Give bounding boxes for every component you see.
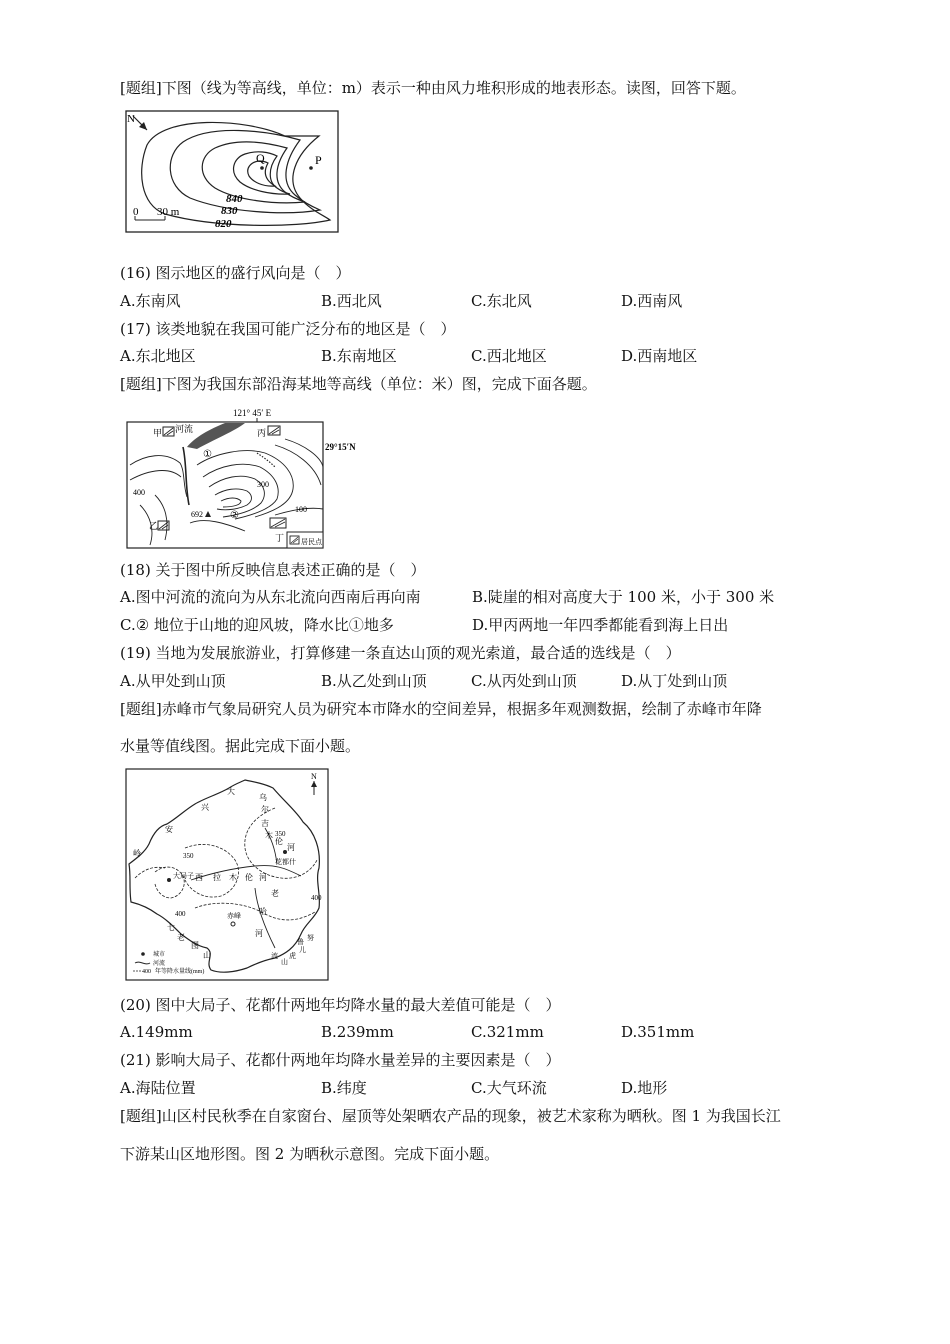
region-boundary [129, 780, 319, 972]
q21-stem: (21) 影响大局子、花都什两地年均降水量差异的主要因素是（ ） [120, 1051, 561, 1069]
contour-label-830: 830 [221, 205, 238, 217]
contour-label-100: 100 [295, 505, 307, 514]
q16-options [120, 291, 840, 311]
map-char-liu: 流 [271, 952, 278, 960]
place-ding: 丁 [275, 533, 285, 543]
map-char-nu: 努 [307, 934, 314, 942]
river-band [187, 423, 245, 449]
scale-30m: 30 m [157, 206, 180, 218]
city-huadushi: 花都什 [275, 858, 296, 866]
map-char-er: 尔 [261, 805, 269, 814]
north-arrow-icon [127, 113, 147, 130]
place-jia: 甲 [153, 428, 163, 438]
map-char-mu2: 木 [229, 873, 237, 882]
q17-option-b[interactable]: B.东南地区 [321, 347, 397, 365]
q21-option-b[interactable]: B.纬度 [321, 1079, 367, 1097]
q18-option-d[interactable]: D.甲丙两地一年四季都能看到海上日出 [472, 616, 729, 634]
legend-settlement-label: 居民点 [301, 538, 322, 546]
place-bing: 丙 [257, 428, 267, 438]
isoline-label-400-east: 400 [311, 894, 322, 902]
north-arrow-icon [311, 772, 317, 795]
contour-label-300: 300 [257, 480, 269, 489]
label-p: P [315, 153, 322, 167]
q19-stem: (19) 当地为发展旅游业，打算修建一条直达山顶的观光索道，最合适的选线是（ ） [120, 644, 681, 662]
isoline-label-350-west: 350 [183, 852, 194, 860]
q19-option-a[interactable]: A.从甲处到山顶 [120, 672, 226, 690]
map-char-ji: 吉 [261, 819, 269, 828]
map-char-la: 拉 [213, 873, 221, 882]
map-char-lun1: 伦 [275, 837, 283, 846]
q17-option-c[interactable]: C.西北地区 [471, 347, 547, 365]
q18-option-c[interactable]: C.② 地位于山地的迎风坡，降水比①地多 [120, 616, 394, 634]
q19-option-c[interactable]: C.从丙处到山顶 [471, 672, 577, 690]
map-char-shan2: 山 [281, 958, 288, 966]
q18-option-a[interactable]: A.图中河流的流向为从东北流向西南后再向南 [120, 588, 421, 606]
river-label: 河流 [175, 424, 194, 434]
q20-stem: (20) 图中大局子、花都什两地年均降水量的最大差值可能是（ ） [120, 996, 561, 1014]
isoline-label-350-east: 350 [275, 830, 286, 838]
point-p [309, 166, 313, 170]
place-2: ② [230, 510, 239, 521]
map-char-lun2: 伦 [245, 873, 253, 882]
q20-option-c[interactable]: C.321mm [471, 1023, 544, 1041]
q17-options [120, 346, 840, 366]
peak-elevation: 692 [191, 510, 203, 519]
map-char-he1: 河 [287, 843, 295, 852]
q16-stem: (16) 图示地区的盛行风向是（ ） [120, 264, 351, 282]
place-1: ① [203, 449, 212, 460]
contour-lines [130, 439, 323, 545]
map-char-lao2: 老 [177, 933, 185, 942]
cliff-line [257, 453, 275, 467]
contour-label-820: 820 [215, 218, 232, 230]
map-char-wu: 乌 [259, 793, 267, 802]
group4-intro-line1: [题组]山区村民秋季在自家窗台、屋顶等处架晒农产品的现象，被艺术家称为晒秋。图 1 为我国长江 [120, 1107, 781, 1125]
map-char-qi: 七 [167, 923, 175, 932]
map-char-ha: 哈 [259, 907, 267, 916]
q20-option-d[interactable]: D.351mm [621, 1023, 695, 1041]
q21-options [120, 1078, 840, 1098]
group4-intro-line2: 下游某山区地形图。图 2 为晒秋示意图。完成下面小题。 [120, 1145, 500, 1163]
legend-city-icon [141, 952, 145, 956]
q16-option-a[interactable]: A.东南风 [120, 292, 181, 310]
dune-contour-map [125, 110, 340, 234]
q17-option-a[interactable]: A.东北地区 [120, 347, 196, 365]
group2-intro: [题组]下图为我国东部沿海某地等高线（单位：米）图，完成下面各题。 [120, 375, 597, 393]
q19-option-d[interactable]: D.从丁处到山顶 [621, 672, 728, 690]
scale-bar [133, 206, 180, 220]
q16-option-d[interactable]: D.西南风 [621, 292, 683, 310]
contour-label-840: 840 [226, 193, 243, 205]
map-char-lao1: 老 [271, 889, 279, 898]
latitude-label: 29°15′N [325, 442, 356, 452]
city-dajuzi: 大局子 [173, 872, 194, 880]
city-chifeng-icon [231, 922, 235, 926]
contour-label-400: 400 [133, 488, 145, 497]
map-legend [133, 950, 204, 975]
group1-intro: [题组]下图（线为等高线，单位：m）表示一种由风力堆积形成的地表形态。读图，回答下题。 [120, 79, 746, 97]
group3-intro-line1: [题组]赤峰市气象局研究人员为研究本市降水的空间差异，根据多年观测数据，绘制了赤峰市年降 [120, 700, 762, 718]
map-char-er2: 儿 [299, 946, 306, 954]
map-char-xing: 兴 [201, 803, 209, 812]
map-char-ling: 岭 [133, 849, 141, 858]
city-huadushi-icon [283, 850, 287, 854]
q21-option-d[interactable]: D.地形 [621, 1079, 668, 1097]
legend-river-label: 河流 [153, 961, 166, 967]
map-char-lu: 鲁 [297, 938, 304, 946]
map-char-mu1: 木 [265, 831, 273, 840]
q20-option-a[interactable]: A.149mm [120, 1023, 193, 1041]
chifeng-precipitation-map [125, 768, 330, 982]
q20-options [120, 1022, 840, 1042]
q16-option-b[interactable]: B.西北风 [321, 292, 382, 310]
q17-option-d[interactable]: D.西南地区 [621, 347, 698, 365]
city-chifeng: 赤峰 [227, 912, 241, 920]
rivers [191, 828, 301, 948]
north-label: N [311, 772, 317, 781]
map-char-he2: 河 [259, 873, 267, 882]
label-q: Q [256, 151, 265, 165]
map-char-he3: 河 [255, 929, 263, 938]
q17-stem: (17) 该类地貌在我国可能广泛分布的地区是（ ） [120, 320, 456, 338]
map-char-tu: 图 [191, 941, 199, 950]
q18-stem: (18) 关于图中所反映信息表述正确的是（ ） [120, 561, 426, 579]
q19-options [120, 671, 840, 691]
q21-option-a[interactable]: A.海陆位置 [120, 1079, 196, 1097]
q18-option-b[interactable]: B.陡崖的相对高度大于 100 米，小于 300 米 [472, 588, 775, 606]
longitude-label: 121° 45′ E [233, 408, 272, 418]
map-char-an: 安 [165, 825, 173, 834]
city-dajuzi-icon [167, 878, 171, 882]
place-yi: 乙 [149, 521, 159, 531]
map-char-shan1: 山 [203, 951, 211, 960]
q21-option-c[interactable]: C.大气环流 [471, 1079, 547, 1097]
scale-zero: 0 [133, 206, 139, 218]
isoline-label-400-west: 400 [175, 910, 186, 918]
q18-options-row2 [120, 615, 840, 635]
group3-intro-line2: 水量等值线图。据此完成下面小题。 [120, 737, 361, 755]
coastal-contour-map [125, 405, 360, 550]
north-label: N [127, 113, 135, 125]
legend-city-label: 城市 [153, 952, 166, 958]
q20-option-b[interactable]: B.239mm [321, 1023, 394, 1041]
map-char-xi: 西 [195, 873, 203, 882]
q16-option-c[interactable]: C.东北风 [471, 292, 532, 310]
legend-river-icon [135, 962, 150, 964]
map-char-da: 大 [227, 787, 235, 796]
legend-isoline-number: 400 [142, 969, 151, 975]
map-char-hu: 虎 [289, 952, 296, 960]
q19-option-b[interactable]: B.从乙处到山顶 [321, 672, 427, 690]
point-q [260, 166, 264, 170]
peak-icon [205, 511, 211, 517]
q18-options-row1 [120, 587, 840, 607]
contour-830 [170, 130, 320, 212]
legend-isoline-label: 年等降水量线(mm) [155, 969, 205, 975]
